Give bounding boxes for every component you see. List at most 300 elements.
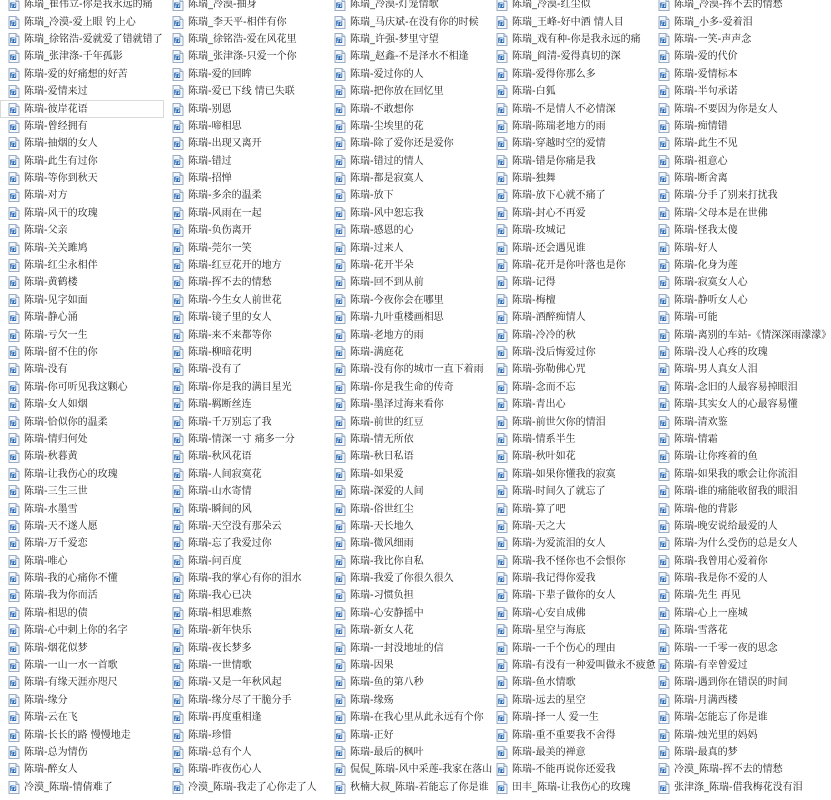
file-name: 陈瑞-断舍离 [674, 173, 728, 185]
file-name: 陈瑞_冷漠-红尘似 [512, 0, 591, 11]
file-item[interactable] [326, 639, 488, 656]
file-item[interactable] [488, 518, 650, 535]
file-item[interactable] [0, 187, 164, 204]
file-item[interactable] [164, 205, 326, 222]
file-item[interactable] [488, 709, 650, 726]
file-item[interactable] [326, 726, 488, 743]
file-item[interactable] [488, 361, 650, 378]
file-item[interactable] [650, 274, 800, 291]
file-item[interactable] [0, 639, 164, 656]
file-item[interactable] [164, 726, 326, 743]
file-item[interactable] [488, 413, 650, 430]
music-file-icon [496, 33, 508, 46]
file-item[interactable] [0, 518, 164, 535]
file-item[interactable] [488, 257, 650, 274]
file-name: 陈瑞-时间久了就忘了 [512, 486, 606, 498]
music-file-icon [658, 189, 670, 202]
file-item[interactable] [164, 309, 326, 326]
file-item[interactable] [0, 66, 164, 83]
file-item[interactable] [650, 205, 800, 222]
file-item[interactable] [0, 744, 164, 761]
file-item[interactable] [488, 692, 650, 709]
file-item[interactable] [650, 761, 800, 778]
file-item[interactable] [650, 66, 800, 83]
file-item[interactable] [326, 553, 488, 570]
music-file-icon [8, 50, 20, 63]
file-item[interactable] [326, 761, 493, 778]
file-item[interactable] [650, 744, 800, 761]
file-item[interactable] [326, 657, 488, 674]
file-item[interactable] [650, 413, 800, 430]
file-item[interactable] [0, 692, 164, 709]
file-item[interactable] [650, 535, 800, 552]
file-item[interactable] [0, 535, 164, 552]
file-item[interactable] [488, 344, 650, 361]
file-item[interactable] [650, 118, 800, 135]
file-item[interactable] [488, 639, 650, 656]
file-item[interactable] [650, 431, 800, 448]
file-item[interactable] [488, 118, 650, 135]
file-name: 陈瑞-此生有过你 [24, 155, 98, 167]
music-file-icon [658, 676, 670, 689]
file-item[interactable] [488, 48, 650, 65]
music-file-icon [496, 416, 508, 429]
file-item[interactable] [326, 518, 488, 535]
file-item[interactable] [164, 657, 326, 674]
file-item[interactable] [326, 674, 488, 691]
file-item[interactable] [488, 431, 650, 448]
file-item[interactable] [164, 0, 326, 13]
file-item[interactable] [164, 448, 326, 465]
file-item[interactable] [0, 500, 164, 517]
file-item[interactable] [0, 100, 164, 117]
music-file-icon [496, 346, 508, 359]
music-file-icon [172, 16, 184, 29]
music-file-icon [496, 363, 508, 376]
file-item[interactable] [488, 187, 650, 204]
file-item[interactable] [488, 396, 650, 413]
file-item[interactable] [0, 396, 164, 413]
file-name: 陈瑞-老地方的雨 [350, 329, 424, 341]
file-item[interactable] [488, 466, 650, 483]
file-item[interactable] [164, 587, 326, 604]
file-item[interactable] [326, 118, 488, 135]
music-file-icon [334, 33, 346, 46]
file-item[interactable] [164, 674, 326, 691]
file-item[interactable] [650, 570, 800, 587]
file-name: 陈瑞-风中恕忘我 [350, 207, 424, 219]
file-item[interactable] [164, 66, 326, 83]
file-item[interactable] [650, 170, 800, 187]
file-item[interactable] [164, 292, 326, 309]
file-item[interactable] [650, 605, 800, 622]
file-name: 陈瑞-云在飞 [24, 712, 78, 724]
file-item[interactable] [0, 153, 164, 170]
music-file-icon [172, 485, 184, 498]
file-name: 陈瑞-风雨在一起 [188, 207, 262, 219]
file-item[interactable] [164, 31, 326, 48]
file-item[interactable] [326, 13, 488, 30]
file-item[interactable] [650, 0, 800, 13]
file-item[interactable] [164, 361, 326, 378]
file-name: 陈瑞_冷漠-爱上眼 钓上心 [24, 16, 136, 28]
file-item[interactable] [650, 709, 800, 726]
file-item[interactable] [650, 222, 800, 239]
file-item[interactable] [650, 396, 800, 413]
file-item[interactable] [164, 692, 326, 709]
file-item[interactable] [164, 483, 326, 500]
file-item[interactable] [488, 570, 650, 587]
file-item[interactable] [650, 100, 800, 117]
file-item[interactable] [650, 48, 800, 65]
file-item[interactable] [326, 744, 488, 761]
file-item[interactable] [164, 83, 326, 100]
file-item[interactable] [326, 326, 488, 343]
file-item[interactable] [488, 205, 650, 222]
file-item[interactable] [326, 0, 488, 13]
file-item[interactable] [650, 379, 800, 396]
file-item[interactable] [0, 222, 164, 239]
file-item[interactable] [164, 553, 326, 570]
file-item[interactable] [488, 483, 650, 500]
file-item[interactable] [164, 622, 326, 639]
file-item[interactable] [650, 639, 800, 656]
file-item[interactable] [326, 413, 488, 430]
file-item[interactable] [326, 466, 488, 483]
music-file-icon [172, 781, 184, 794]
file-item[interactable] [488, 726, 650, 743]
file-item[interactable] [488, 761, 650, 778]
file-item[interactable] [488, 779, 650, 796]
file-item[interactable] [164, 518, 326, 535]
file-item[interactable] [326, 500, 488, 517]
file-item[interactable] [164, 326, 326, 343]
file-name: 陈瑞-爱得你那么多 [512, 68, 596, 80]
file-name: 陈瑞-柳暗花明 [188, 347, 252, 358]
file-item[interactable] [650, 257, 800, 274]
file-item[interactable] [326, 448, 488, 465]
file-item[interactable] [0, 118, 164, 135]
file-item[interactable] [326, 222, 488, 239]
file-item[interactable] [0, 466, 164, 483]
music-file-icon [334, 103, 346, 116]
file-item[interactable] [650, 518, 800, 535]
file-item[interactable] [326, 431, 488, 448]
file-item[interactable] [326, 205, 488, 222]
file-item[interactable] [488, 309, 650, 326]
file-item[interactable] [0, 553, 164, 570]
file-item[interactable] [326, 274, 488, 291]
file-name: 陈瑞-都是寂寞人 [350, 173, 424, 185]
music-file-icon [8, 329, 20, 342]
file-item[interactable] [326, 257, 488, 274]
file-item[interactable] [0, 413, 164, 430]
file-item[interactable] [0, 483, 164, 500]
file-item[interactable] [650, 361, 800, 378]
file-item[interactable] [488, 153, 650, 170]
file-item[interactable] [0, 31, 164, 48]
music-file-icon [658, 172, 670, 185]
file-name: 陈瑞_马庆斌-在没有你的时候 [350, 16, 479, 28]
file-item[interactable] [488, 0, 650, 13]
music-file-icon [658, 503, 670, 516]
file-item[interactable] [164, 413, 326, 430]
file-item[interactable] [488, 13, 650, 30]
file-item[interactable] [0, 309, 164, 326]
file-item[interactable] [0, 0, 164, 13]
file-item[interactable] [326, 83, 488, 100]
file-name: 陈瑞-寂寞女人心 [674, 277, 748, 289]
file-item[interactable] [164, 13, 326, 30]
file-item[interactable] [326, 187, 488, 204]
file-item[interactable] [164, 466, 326, 483]
file-item[interactable] [488, 100, 650, 117]
file-item[interactable] [326, 309, 488, 326]
file-item[interactable] [0, 761, 164, 778]
file-item[interactable] [164, 709, 326, 726]
music-file-icon [496, 676, 508, 689]
file-item[interactable] [326, 622, 488, 639]
music-file-icon [496, 155, 508, 168]
file-name: 陈瑞-山水寄情 [188, 486, 252, 498]
file-item[interactable] [0, 570, 164, 587]
file-item[interactable] [488, 448, 650, 465]
file-item[interactable] [164, 500, 326, 517]
file-item[interactable] [488, 292, 650, 309]
file-name: 陈瑞-莞尔一笑 [188, 242, 252, 254]
file-item[interactable] [0, 239, 164, 256]
file-item[interactable] [650, 83, 800, 100]
file-item[interactable] [488, 500, 650, 517]
file-item[interactable] [0, 674, 164, 691]
file-item[interactable] [488, 535, 650, 552]
file-item[interactable] [650, 553, 800, 570]
file-item[interactable] [326, 48, 488, 65]
music-file-icon [172, 624, 184, 637]
music-file-icon [8, 363, 20, 376]
music-file-icon [8, 624, 20, 637]
file-item[interactable] [0, 170, 164, 187]
file-item[interactable] [0, 83, 164, 100]
file-item[interactable] [650, 135, 800, 152]
file-item[interactable] [650, 13, 800, 30]
file-item[interactable] [164, 170, 326, 187]
file-name: 陈瑞_小多-爱着泪 [674, 16, 753, 28]
file-item[interactable] [0, 379, 164, 396]
file-item[interactable] [0, 587, 164, 604]
file-item[interactable] [326, 535, 488, 552]
file-item[interactable] [488, 239, 650, 256]
music-file-icon [334, 242, 346, 255]
file-item[interactable] [0, 344, 164, 361]
music-file-icon [496, 450, 508, 463]
file-item[interactable] [326, 570, 488, 587]
file-item[interactable] [326, 587, 488, 604]
file-item[interactable] [164, 761, 326, 778]
file-item[interactable] [488, 674, 650, 691]
file-item[interactable] [0, 622, 164, 639]
file-item[interactable] [164, 744, 326, 761]
file-name: 陈瑞-我比你自私 [350, 555, 424, 567]
file-item[interactable] [488, 605, 650, 622]
file-item[interactable] [0, 135, 164, 152]
file-item[interactable] [164, 779, 326, 796]
file-item[interactable] [0, 48, 164, 65]
file-item[interactable] [488, 222, 650, 239]
file-name: 陈瑞-爱的好痛想的好苦 [24, 68, 128, 80]
music-file-icon [496, 224, 508, 237]
music-file-icon [8, 137, 20, 150]
music-file-icon [172, 33, 184, 46]
file-item[interactable] [326, 779, 488, 796]
file-item[interactable] [326, 379, 488, 396]
file-item[interactable] [0, 657, 164, 674]
file-item[interactable] [0, 431, 164, 448]
file-item[interactable] [0, 726, 164, 743]
file-item[interactable] [0, 605, 164, 622]
music-file-icon [8, 346, 20, 359]
file-item[interactable] [164, 535, 326, 552]
file-item[interactable] [650, 448, 800, 465]
file-item[interactable] [650, 466, 800, 483]
file-item[interactable] [164, 135, 326, 152]
file-item[interactable] [326, 135, 488, 152]
file-item[interactable] [164, 570, 326, 587]
file-name: 陈瑞-千万别忘了我 [188, 416, 272, 428]
file-item[interactable] [488, 657, 656, 674]
file-item[interactable] [326, 709, 488, 726]
file-item[interactable] [650, 692, 800, 709]
file-item[interactable] [650, 674, 800, 691]
file-item[interactable] [164, 257, 326, 274]
file-item[interactable] [164, 239, 326, 256]
file-item[interactable] [488, 379, 650, 396]
file-item[interactable] [326, 153, 488, 170]
file-item[interactable] [164, 396, 326, 413]
file-name: 陈瑞-新女人花 [350, 625, 414, 637]
file-item[interactable] [164, 153, 326, 170]
file-item[interactable] [0, 361, 164, 378]
file-item[interactable] [0, 13, 164, 30]
file-item[interactable] [650, 326, 831, 343]
file-item[interactable] [650, 657, 800, 674]
file-name: 陈瑞-弥勒佛心咒 [512, 364, 586, 376]
file-item[interactable] [164, 118, 326, 135]
file-item[interactable] [650, 622, 800, 639]
file-item[interactable] [164, 274, 326, 291]
file-item[interactable] [0, 326, 164, 343]
file-name: 陈瑞-忘了我爱过你 [188, 538, 272, 550]
music-file-icon [334, 520, 346, 533]
file-item[interactable] [0, 448, 164, 465]
file-item[interactable] [326, 692, 488, 709]
music-file-icon [8, 381, 20, 394]
file-item[interactable] [164, 222, 326, 239]
file-item[interactable] [326, 100, 488, 117]
music-file-icon [496, 103, 508, 116]
file-item[interactable] [650, 500, 800, 517]
file-item[interactable] [0, 709, 164, 726]
music-file-icon [8, 537, 20, 550]
file-item[interactable] [164, 639, 326, 656]
file-item[interactable] [488, 170, 650, 187]
file-name: 陈瑞-怎能忘了你是谁 [674, 712, 768, 724]
file-item[interactable] [164, 187, 326, 204]
music-file-icon [658, 224, 670, 237]
file-item[interactable] [326, 66, 488, 83]
file-item[interactable] [650, 153, 800, 170]
file-item[interactable] [650, 309, 800, 326]
file-item[interactable] [488, 587, 650, 604]
file-item[interactable] [650, 31, 800, 48]
file-item[interactable] [326, 344, 488, 361]
music-file-icon [496, 242, 508, 255]
file-item[interactable] [164, 344, 326, 361]
file-item[interactable] [488, 622, 650, 639]
file-item[interactable] [650, 483, 800, 500]
file-item[interactable] [0, 274, 164, 291]
file-item[interactable] [650, 344, 800, 361]
file-name: 陈瑞-秋风花语 [188, 451, 252, 463]
file-item[interactable] [488, 31, 650, 48]
file-item[interactable] [164, 605, 326, 622]
file-item[interactable] [326, 31, 488, 48]
file-name: 陈瑞-化身为莲 [674, 260, 738, 272]
file-name: 陈瑞-亏欠一生 [24, 329, 88, 341]
file-item[interactable] [164, 379, 326, 396]
file-item[interactable] [0, 205, 164, 222]
file-item[interactable] [488, 135, 650, 152]
file-item[interactable] [650, 779, 803, 796]
file-item[interactable] [488, 274, 650, 291]
file-name: 陈瑞-在我心里从此永远有个你 [350, 712, 484, 724]
file-item[interactable] [326, 239, 488, 256]
file-name: 陈瑞-我曾用心爱着你 [674, 555, 768, 567]
file-item[interactable] [488, 744, 650, 761]
file-item[interactable] [326, 170, 488, 187]
file-name: 陈瑞-爱过你的人 [350, 68, 424, 80]
file-item[interactable] [326, 361, 488, 378]
file-item[interactable] [164, 100, 326, 117]
file-item[interactable] [0, 779, 164, 796]
music-file-icon [658, 398, 670, 411]
file-item[interactable] [326, 292, 488, 309]
file-item[interactable] [650, 239, 800, 256]
file-item[interactable] [488, 326, 650, 343]
file-item[interactable] [650, 726, 800, 743]
file-item[interactable] [164, 48, 326, 65]
file-item[interactable] [488, 553, 650, 570]
music-file-icon [658, 207, 670, 220]
file-item[interactable] [326, 483, 488, 500]
file-name: 陈瑞-离别的车站-《情深深雨濛濛》 [674, 329, 831, 341]
file-name: 陈瑞-出现又离开 [188, 138, 262, 150]
music-file-icon [172, 503, 184, 516]
file-item[interactable] [488, 83, 650, 100]
file-name: 陈瑞-我爱了你很久很久 [350, 573, 454, 585]
file-item[interactable] [0, 292, 164, 309]
file-item[interactable] [0, 257, 164, 274]
file-item[interactable] [326, 605, 488, 622]
file-item[interactable] [650, 587, 800, 604]
file-item[interactable] [164, 431, 326, 448]
music-file-icon [8, 729, 20, 742]
file-item[interactable] [488, 66, 650, 83]
file-name: 陈瑞-我记得你爱我 [512, 573, 596, 585]
file-item[interactable] [650, 292, 800, 309]
file-item[interactable] [650, 187, 800, 204]
file-item[interactable] [326, 396, 488, 413]
